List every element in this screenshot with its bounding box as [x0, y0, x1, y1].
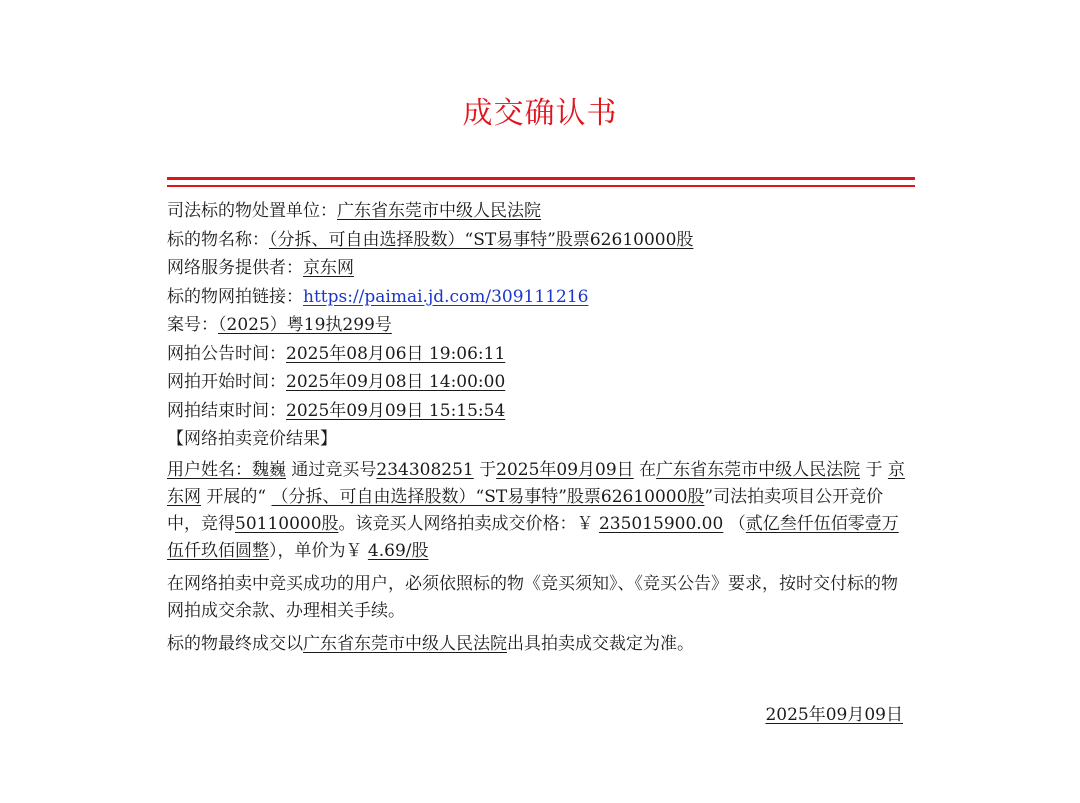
result-text: 通过竞买号	[291, 459, 377, 480]
auction-link[interactable]: https://paimai.jd.com/309111216	[303, 286, 589, 307]
header-rule-thick	[167, 177, 915, 180]
result-item: （分拆、可自由选择股数）“ST易事特”股票62610000股	[271, 486, 705, 507]
field-label: 网络服务提供者：	[167, 258, 303, 278]
result-price: 235015900.00	[598, 513, 724, 534]
final-text: 标的物最终成交以	[167, 633, 303, 654]
result-unit-price: 4.69/股	[367, 540, 429, 561]
final-paragraph	[167, 631, 907, 658]
result-user: 用户姓名：魏巍	[167, 459, 286, 480]
field-value: 京东网	[303, 258, 354, 278]
result-paragraph	[167, 457, 907, 565]
field-item-name	[167, 227, 917, 256]
field-label: 标的物网拍链接：	[167, 286, 303, 307]
result-platform: 京东网	[167, 459, 905, 507]
header-rule-thin	[167, 185, 915, 187]
field-end-time	[167, 398, 917, 427]
field-start-time	[167, 369, 917, 398]
result-price-words: 贰亿叁仟伍佰零壹万伍仟玖佰圆整	[167, 513, 899, 561]
field-value: 广东省东莞市中级人民法院	[337, 201, 541, 221]
field-value: （分拆、可自由选择股数）“ST易事特”股票62610000股	[269, 229, 694, 250]
result-text: 开展的“	[206, 486, 267, 507]
result-text: （	[728, 513, 746, 534]
sign-date: 2025年09月09日	[765, 705, 903, 725]
field-case-number	[167, 312, 917, 341]
document-body	[167, 198, 917, 658]
field-service-provider	[167, 255, 917, 284]
result-text: 于	[865, 459, 883, 480]
result-court: 广东省东莞市中级人民法院	[656, 459, 861, 480]
result-text: 于	[479, 459, 497, 480]
field-value: （2025）粤19执299号	[218, 315, 392, 335]
field-value: 2025年08月06日 19:06:11	[286, 343, 506, 364]
result-date: 2025年09月09日	[496, 459, 634, 480]
field-label: 标的物名称：	[167, 229, 269, 250]
field-label: 司法标的物处置单位：	[167, 201, 337, 221]
result-heading: 【网络拍卖竞价结果】	[167, 429, 337, 449]
document-title: 成交确认书	[462, 96, 618, 131]
final-court: 广东省东莞市中级人民法院	[303, 633, 507, 654]
result-text: 。该竞买人网络拍卖成交价格：￥	[338, 513, 594, 534]
field-label: 网拍公告时间：	[167, 343, 286, 364]
result-bid-number: 234308251	[376, 459, 474, 480]
field-value: 2025年09月08日 14:00:00	[286, 372, 506, 392]
field-label: 案号：	[167, 315, 218, 335]
field-label: 网拍结束时间：	[167, 400, 286, 421]
field-label: 网拍开始时间：	[167, 372, 286, 392]
field-auction-link	[167, 284, 917, 313]
field-announce-time	[167, 341, 917, 370]
field-value: 2025年09月09日 15:15:54	[286, 400, 506, 421]
field-disposal-unit	[167, 198, 917, 227]
result-won-quantity: 50110000股	[235, 513, 339, 534]
result-text: ”司法拍卖项目公开竞价中，竞得	[167, 486, 884, 534]
result-text: 在	[639, 459, 657, 480]
result-text: ），单价为￥	[269, 540, 363, 561]
final-text: 出具拍卖成交裁定为准。	[507, 633, 694, 654]
notice-paragraph: 在网络拍卖中竞买成功的用户，必须依照标的物《竞买须知》、《竞买公告》要求，按时交付标的物网拍成交余款、办理相关手续。	[167, 573, 898, 621]
